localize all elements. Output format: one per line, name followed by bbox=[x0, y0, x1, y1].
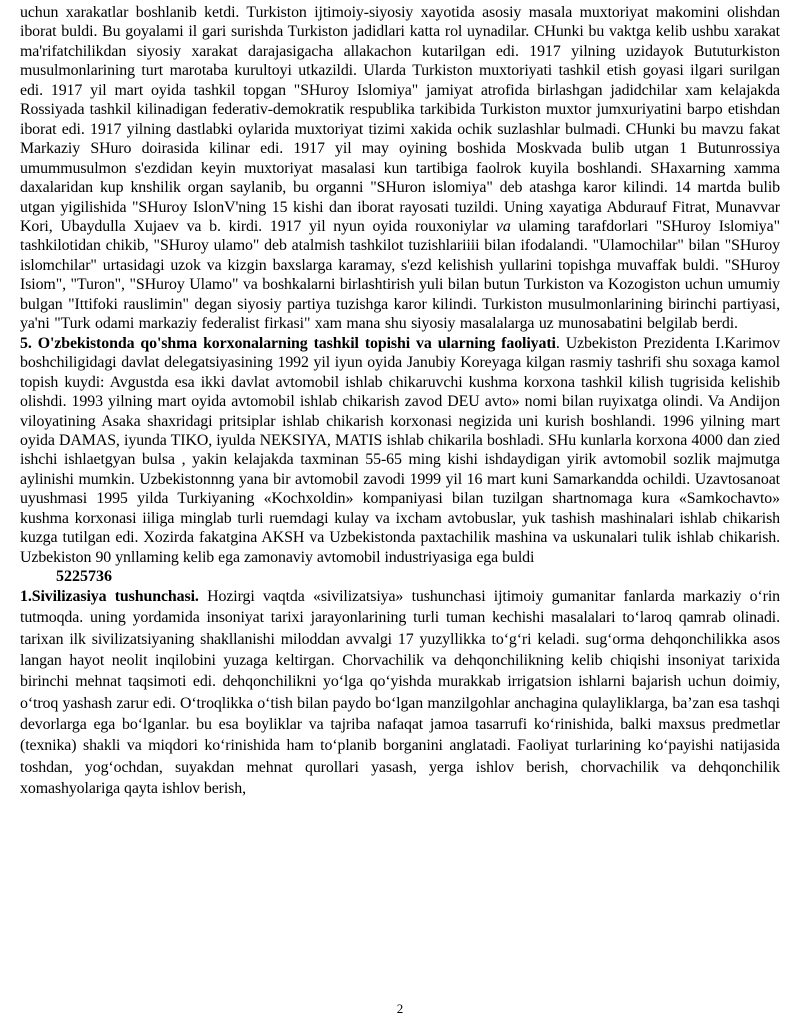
paragraph-text-continued: ulaming tarafdorlari "SHuroy Islomiya" tashkilotidan chikib, "SHuroy ulamo" deb atalmish tashkilot tuzishlariiii bilan ifodalandi. "Ulamochilar" bilan "SHuroy islomchilar" urtasidagi uzok va kizgin baxslarga karamay, s'ezd kelishish yullarini topishga muvaffak buldi. "SHuroy Isiom", "Turon", "SHuroy Ulamo" va boshkalarni birlashtirish yuli bilan butun Turkiston va Kozogiston uchun umumiy bulgan "Ittifoki rauslimin" degan siyosiy partiya tuzishga karor kilindi. Turkiston musulmonlarining birinchi partiyasi, ya'ni "Turk odami markaziy federalist firkasi" xam mana shu siyosiy masalalarga uz munosabatini belgilab berdi. bbox=[20, 217, 780, 333]
paragraph-sivilizasiya bbox=[20, 586, 780, 799]
italic-word: va bbox=[495, 217, 511, 235]
text-column bbox=[20, 0, 780, 799]
section-heading-5: 5. O'zbekistonda qo'shma korxonalarning tashkil topishi va ularning faoliyati bbox=[20, 334, 556, 352]
document-number: 5225736 bbox=[56, 568, 112, 586]
paragraph-text: . Uzbekiston Prezidenta I.Karimov boshchiligidagi davlat delegatsiyasining 1992 yil iyun oyida Janubiy Koreyaga kilgan rasmiy tashrifi shu soxaga kamol topish kuydi: Avgustda esa ikki davlat avtomobil ishlab chikaruvchi kushma korxona tashkil kilish tugrisida kelishib olishdi. 1993 yilning mart oyida avtomobil ishlab chikarish zavod DEU avto» nomi bilan ruyixatga olindi. Va Andijon viloyatining Asaka shaxridagi pritsiplar ishlab chikarish korxonasi negizida uni kurish boshlandi. 1996 yilning mart oyida DAMAS, iyunda TIKO, iyulda NEKSIYA, MATIS ishlab chikarila boshladi. SHu kunlarla korxona 4000 dan zied ishchi ishlaetgyan bulsa , yakin kelajakda taxminan 55-65 ming kishi ishdaydigan yirik avtomobil sozlik majmutga aylinishi mumkin. Uzbekistonnng yana bir avtomobil zavodi 1999 yil 16 mart kuni Samarkandda ochildi. Uzavtosanoat uyushmasi 1995 yilda Turkiyaning «Kochxoldin» kompaniyasi bilan tuzilgan shartnomaga kura «Samkochavto» kushma korxonasi iiliga minglab turli ruemdagi kulay va ixcham avtobuslar, yuk tashish mashinalari ishlab chikarish kuzga tutilgan edi. Xozirda fakatgina AKSH va Uzbekistonda paxtachilik mashina va uskunalari tulik ishlab chikarish. Uzbekiston 90 ynllaming kelib ega zamonaviy avtomobil industriyasiga ega buldi bbox=[20, 334, 780, 566]
section-heading-1: 1.Sivilizasiya tushunchasi. bbox=[20, 588, 199, 606]
paragraph-korxonalar bbox=[20, 334, 780, 567]
page-number: 2 bbox=[396, 1001, 404, 1016]
paragraph-muxtoriyat bbox=[20, 0, 780, 334]
paragraph-text: uchun xarakatlar boshlanib ketdi. Turkiston ijtimoiy-siyosiy xayotida asosiy masala muxtoriyat makomini olishdan iborat buldi. Bu goyalami il gari surishda Turkiston jadidlari katta rol uynadilar. CHunki bu vaktga kelib ushbu xarakat ma'rifatchilikdan siyosiy xarakat darajasigacha allakachon kutarilgan edi. 1917 yilning uzidayok Bututurkiston musulmonlarining turt marotaba kurultoyi utkazildi. Ularda Turkiston muxtoriyati tashkil etish goyasi ilgari surilgan edi. 1917 yil mart oyida tashkil topgan "SHuroy Islomiya" jamiyat atrofida birlashgan jadidchilar xam kelajakda Rossiyada tashkil kilinadigan federativ-demokratik respublika tarkibida Turkiston muxtor jumxuriyatini barpo etishdan iborat edi. 1917 yilning dastlabki oylarida muxtoriyat tizimi xakida ochik suzlashlar bulmadi. CHunki bu mavzu fakat Markaziy SHuro doirasida kilinar edi. 1917 yil may oyining boshida Moskvada bulib utgan 1 Butunrossiya umummusulmon s'ezdidan keyin muxtoriyat masalasi kun tartibiga faolrok kuyila boshlandi. SHaxarning xamma daxalaridan kup knshilik organ saylanib, bu organni "SHuron islomiya" deb atashga karor kilindi. 14 martda bulib utgan yigilishida "SHuroy IslonV'ning 15 kishi dan iborat rayosati tuzildi. Uning xayatiga Abdurauf Fitrat, Munavvar Kori, Ubaydulla Xujaev va b. kirdi. 1917 yil nyun oyida rouxoniylar bbox=[20, 4, 780, 235]
paragraph-text: Hozirgi vaqtda «sivilizatsiya» tushunchasi ijtimoiy gumanitar fanlarda markaziy oʻrin tutmoqda. uning yordamida insoniyat tarixi jarayonlarining turli tuman kechishi masalalari toʻlaroq qamrab olinadi. tarixan ilk sivilizatsiyaning shakllanishi miloddan avvalgi 17 yuzyllikka toʻgʻri keladi. sugʻorma dehqonchilikka asos langan hayot neolit inqilobini yuzaga keltirgan. Chorvachilik va dehqonchilikning kelib chiqishi insoniyat tarixida birinchi mehnat taqsimoti edi. dehqonchilikni yoʻlga qoʻyishda murakkab irrigatsion ishlarni bajarish uchun doimiy, oʻtroq yashash zarur edi. Oʻtroqlikka oʻtish bilan paydo boʻlgan manzilgohlar anchagina qulayliklarga, baʼzan esa tashqi devorlarga ega boʻlganlar. bu esa boyliklar va tajriba nafaqat jamoa tasarrufi koʻrinishida, balki maxsus predmetlar (texnika) shakli va miqdori koʻrinishida ham toʻplanib borganini anglatadi. Faoliyat turlarining koʻpayishi natijasida toshdan, yogʻochdan, suyakdan mehnat qurollari yasash, yerga ishlov berish, chorvachilik va dehqonchilik xomashyolariga qayta ishlov berish, bbox=[20, 588, 780, 797]
